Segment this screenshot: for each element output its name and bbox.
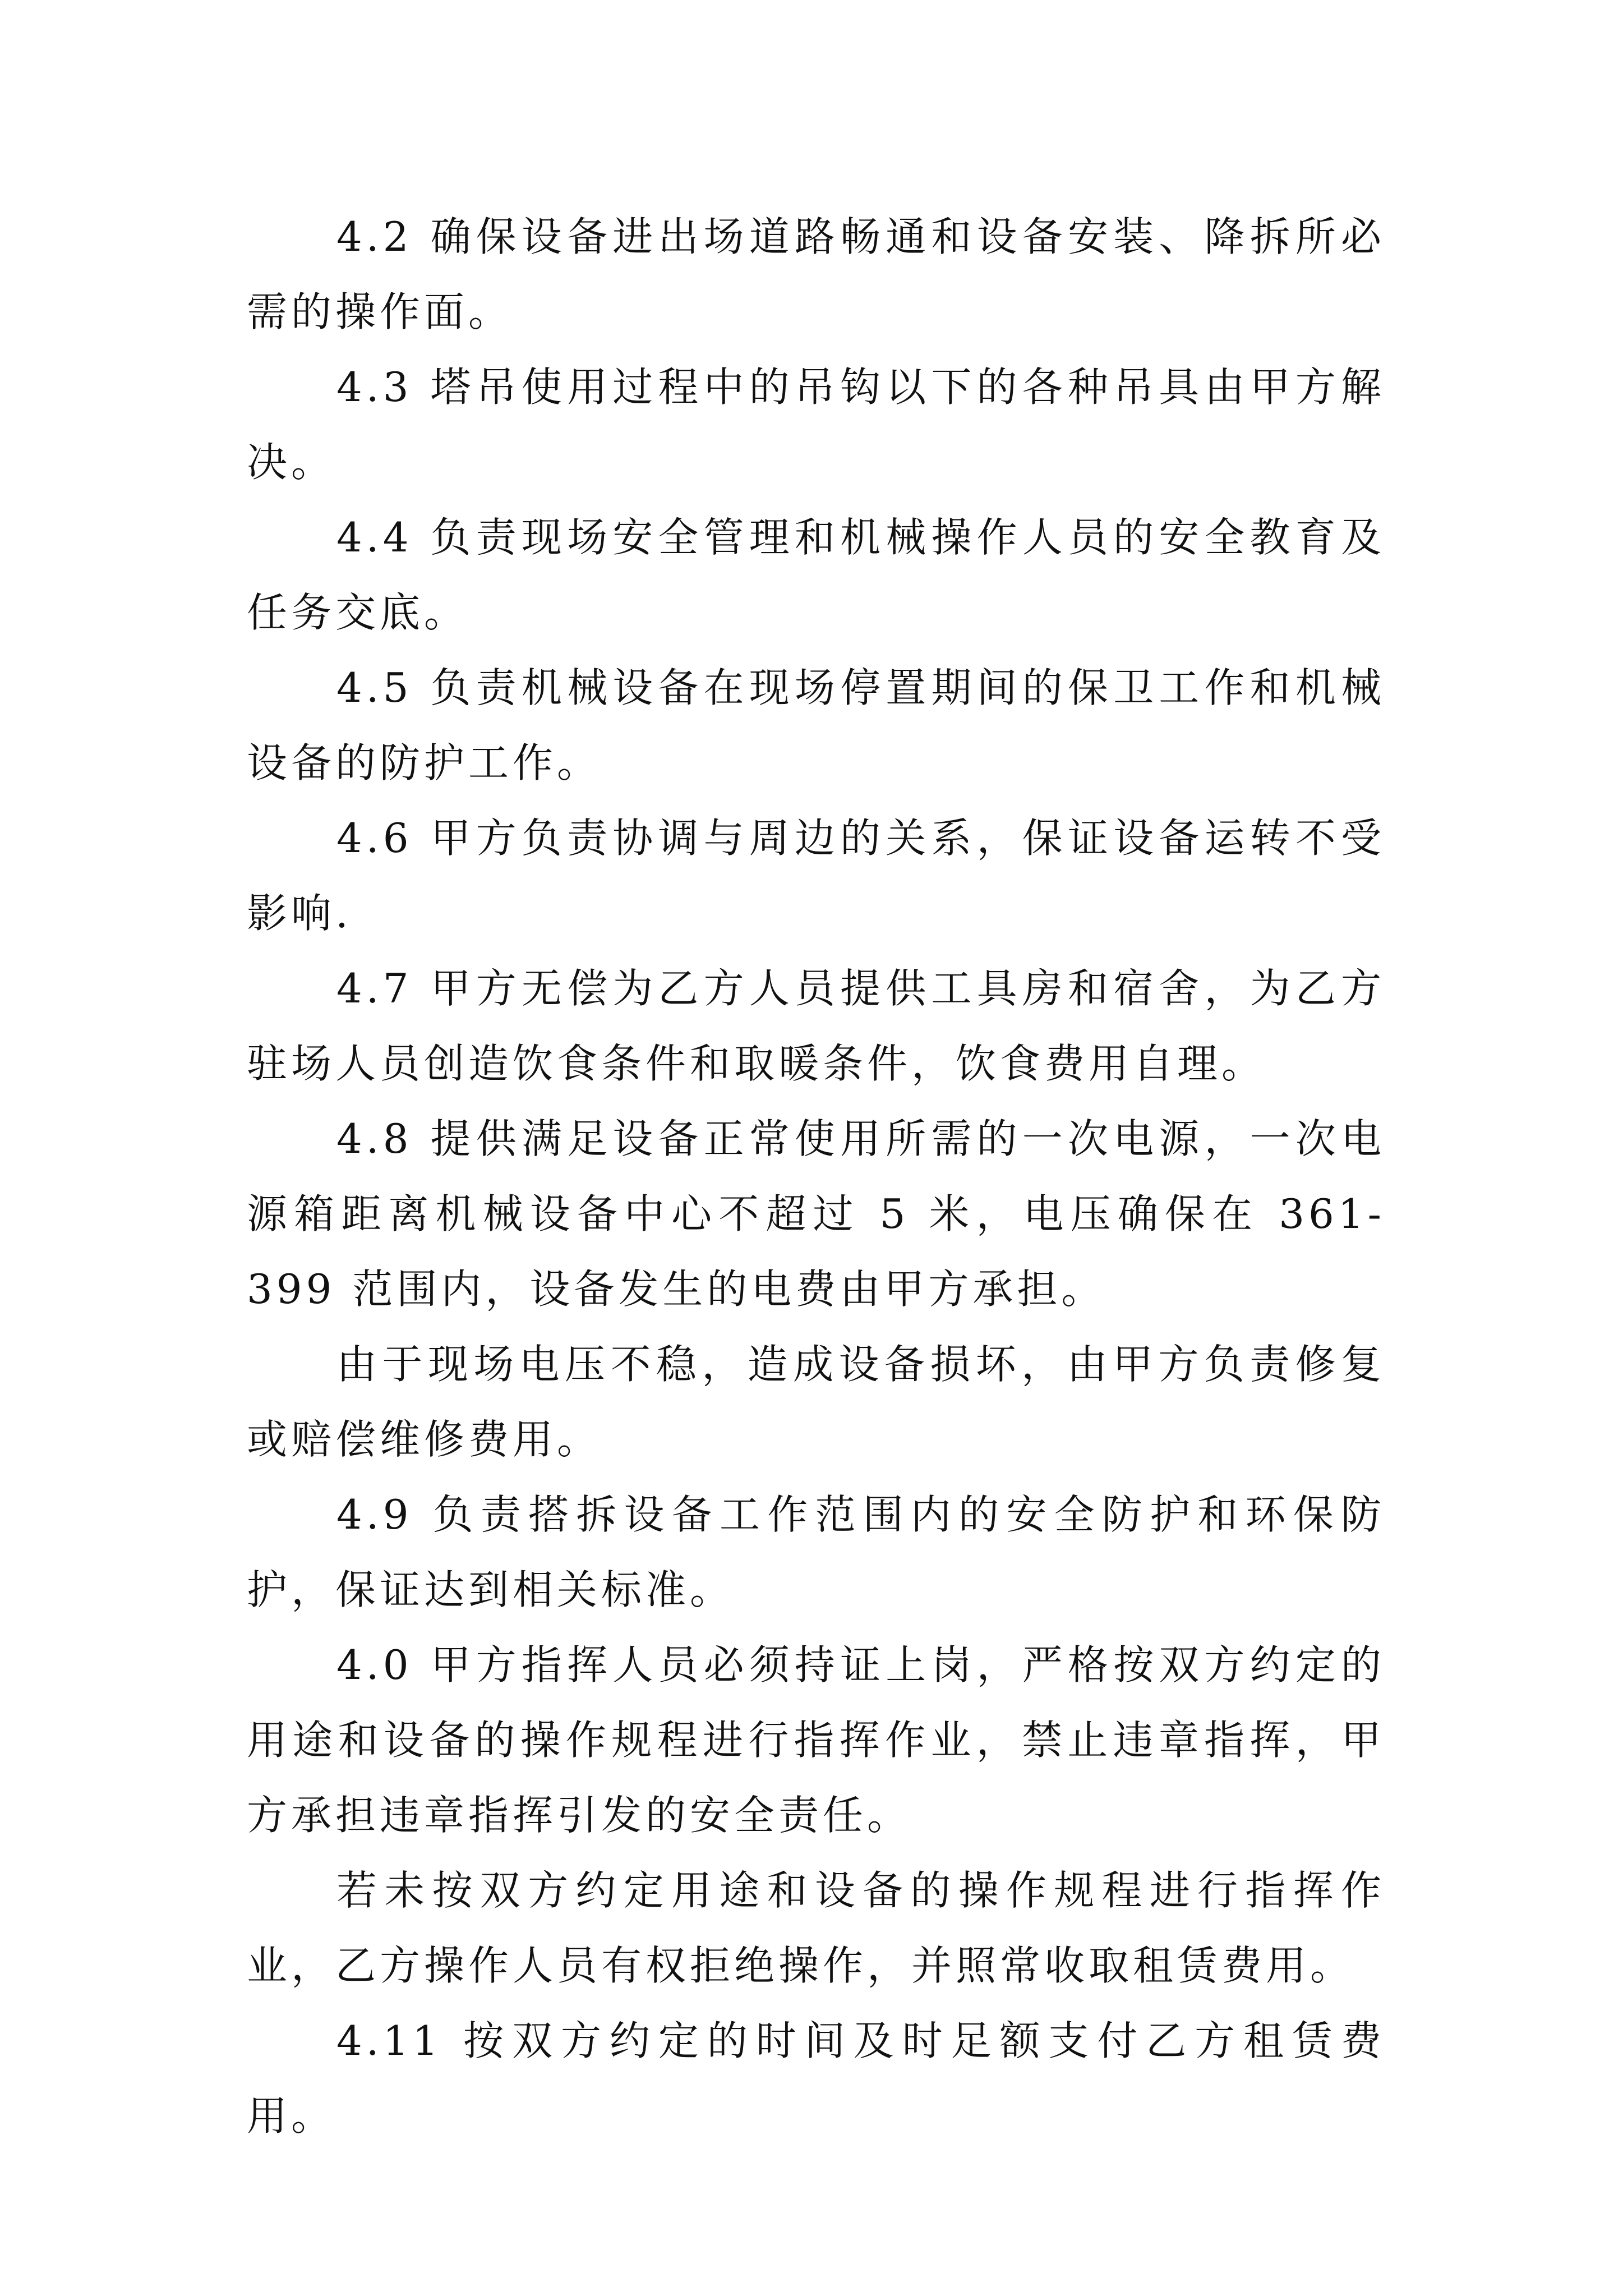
clause-4-7: 4.7 甲方无偿为乙方人员提供工具房和宿舍，为乙方驻场人员创造饮食条件和取暖条件，饮食费用自理。 [247, 965, 1385, 1087]
clause-4-0: 4.0 甲方指挥人员必须持证上岗，严格按双方约定的用途和设备的操作规程进行指挥作业，禁止违章指挥，甲方承担违章指挥引发的安全责任。 [247, 1641, 1385, 1839]
clause-4-4: 4.4 负责现场安全管理和机械操作人员的安全教育及任务交底。 [247, 514, 1385, 636]
clause-4-2: 4.2 确保设备进出场道路畅通和设备安装、降拆所必需的操作面。 [247, 213, 1385, 335]
clause-4-5: 4.5 负责机械设备在现场停置期间的保卫工作和机械设备的防护工作。 [247, 664, 1385, 786]
clause-4-9: 4.9 负责搭拆设备工作范围内的安全防护和环保防护，保证达到相关标准。 [247, 1491, 1385, 1613]
clause-4-0-note: 若未按双方约定用途和设备的操作规程进行指挥作业，乙方操作人员有权拒绝操作，并照常收取租赁费用。 [247, 1867, 1385, 1989]
document-body [247, 199, 1385, 2154]
clause-4-6: 4.6 甲方负责协调与周边的关系，保证设备运转不受影响. [247, 815, 1385, 937]
clause-4-11: 4.11 按双方约定的时间及时足额支付乙方租赁费用。 [247, 2017, 1385, 2139]
clause-4-3: 4.3 塔吊使用过程中的吊钩以下的各种吊具由甲方解决。 [247, 364, 1385, 486]
clause-4-8: 4.8 提供满足设备正常使用所需的一次电源，一次电源箱距离机械设备中心不超过 5 米，电压确保在 361-399 范围内，设备发生的电费由甲方承担。 [247, 1115, 1385, 1313]
clause-4-8-note: 由于现场电压不稳，造成设备损坏，由甲方负责修复或赔偿维修费用。 [247, 1341, 1385, 1463]
